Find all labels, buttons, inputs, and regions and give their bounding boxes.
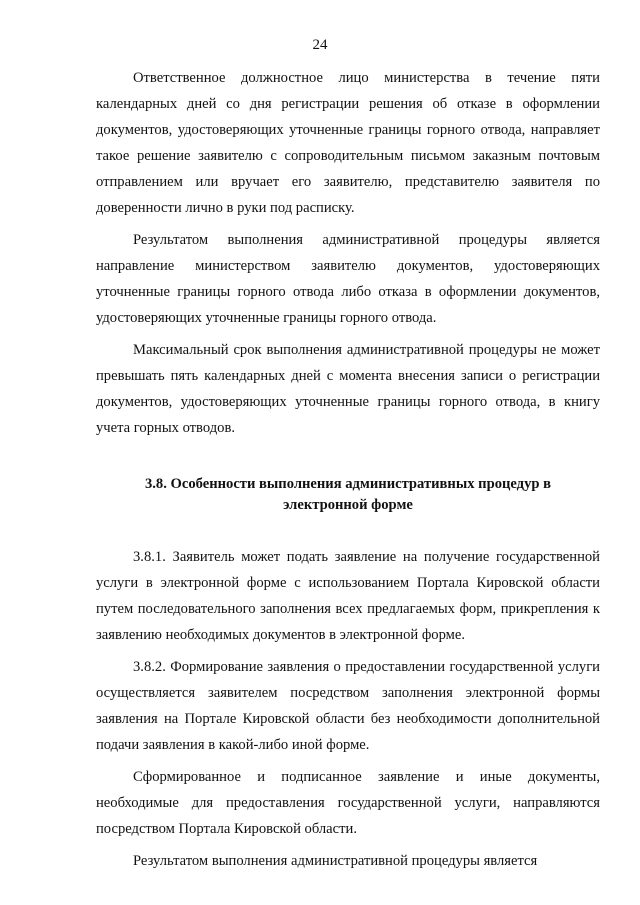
page-number: 24: [312, 37, 328, 53]
paragraph-result-continued: Результатом выполнения административной процедуры является: [133, 853, 538, 869]
paragraph-procedure-result: Результатом выполнения административной процедуры является направление министерством заявителю документов, удостоверяющих уточненные границы горного отвода либо отказа в оформлении документов, удостоверяющих уточненные границы горного отвода.: [96, 232, 600, 326]
paragraph-signed-application: Сформированное и подписанное заявление и иные документы, необходимые для предоставления государственной услуги, направляются посредством Портала Кировской области.: [96, 769, 600, 837]
page-body: [96, 65, 600, 874]
section-heading-line-2: электронной форме: [283, 497, 413, 513]
section-heading: [96, 474, 600, 516]
section-heading-line-1: 3.8. Особенности выполнения административных процедур в: [144, 476, 552, 492]
paragraph-3-8-1: 3.8.1. Заявитель может подать заявление на получение государственной услуги в электронной форме с использованием Портала Кировской области путем последовательного заполнения всех предлагаемых форм, прикрепления к заявлению необходимых документов в электронной форме.: [96, 549, 600, 643]
paragraph-responsible-official: Ответственное должностное лицо министерства в течение пяти календарных дней со дня регистрации решения об отказе в оформлении документов, удостоверяющих уточненные границы горного отвода, направляет такое решение заявителю с сопроводительным письмом заказным почтовым отправлением или вручает его заявителю, представителю заявителя по доверенности лично в руки под расписку.: [96, 70, 600, 216]
paragraph-3-8-2: 3.8.2. Формирование заявления о предоставлении государственной услуги осуществляется заявителем посредством заполнения электронной формы заявления на Портале Кировской области без необходимости дополнительной подачи заявления в какой-либо иной форме.: [96, 659, 600, 753]
paragraph-max-duration: Максимальный срок выполнения административной процедуры не может превышать пять календарных дней с момента внесения записи о регистрации документов, удостоверяющих уточненные границы горного отвода, в книгу учета горных отводов.: [96, 342, 600, 436]
